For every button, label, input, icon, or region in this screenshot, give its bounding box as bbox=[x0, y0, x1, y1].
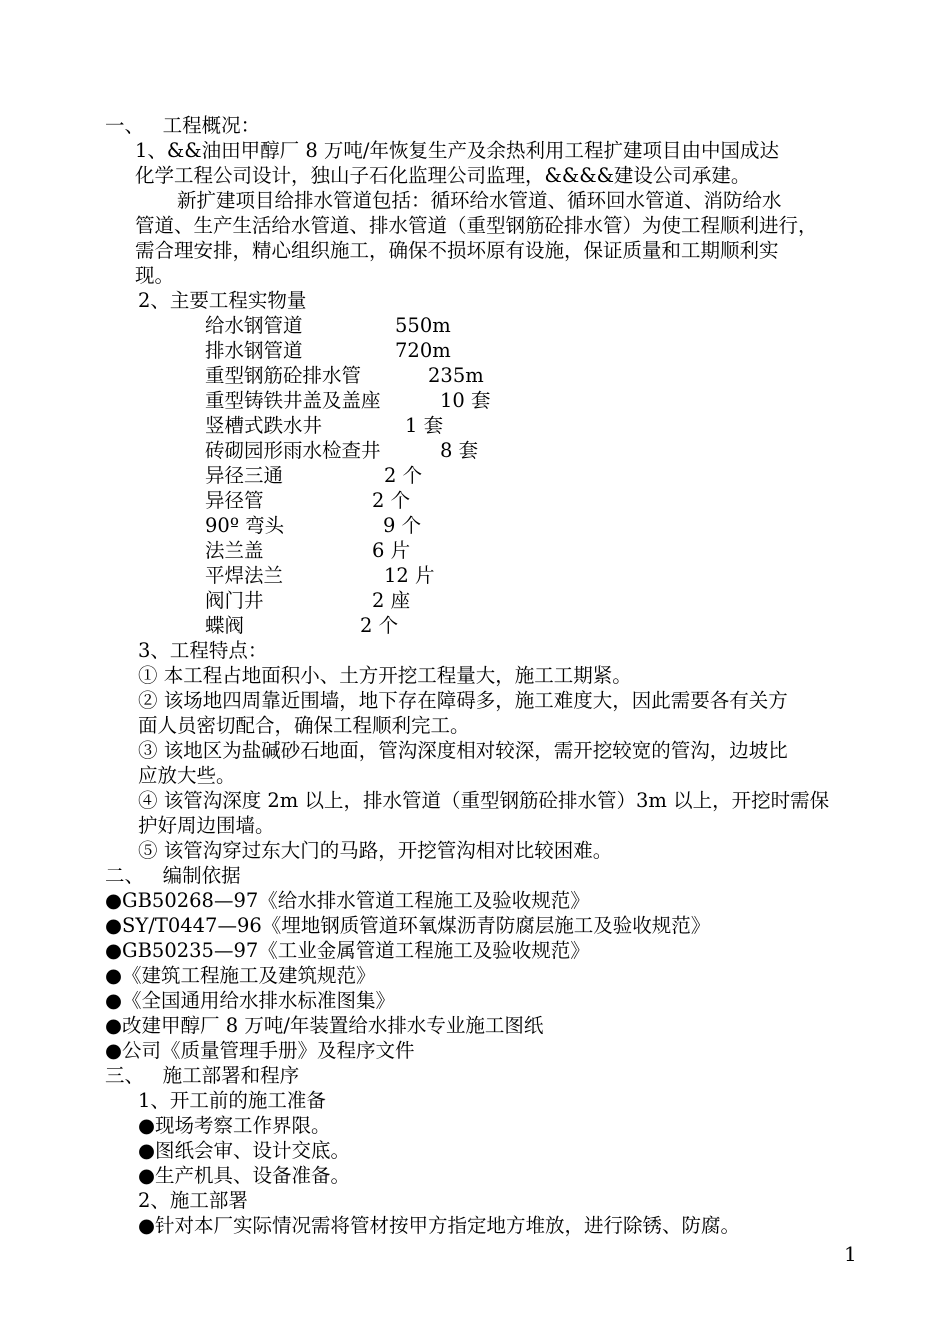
paragraph-line: 需合理安排，精心组织施工，确保不损坏原有设施，保证质量和工期顺利实 bbox=[135, 239, 779, 262]
quantities-title: 2、主要工程实物量 bbox=[138, 289, 307, 312]
quantity-item-value: 2 个 bbox=[372, 489, 411, 512]
quantity-item-name: 90º 弯头 bbox=[205, 514, 285, 537]
paragraph-line: 化学工程公司设计，独山子石化监理公司监理，&&&&建设公司承建。 bbox=[135, 164, 751, 187]
deployment-item: ●针对本厂实际情况需将管材按甲方指定地方堆放，进行除锈、防腐。 bbox=[138, 1214, 741, 1237]
paragraph-line: 1、&&油田甲醇厂 8 万吨/年恢复生产及余热利用工程扩建项目由中国成达 bbox=[135, 139, 779, 162]
basis-item: ●改建甲醇厂 8 万吨/年装置给水排水专业施工图纸 bbox=[105, 1014, 544, 1037]
quantity-item-name: 排水钢管道 bbox=[205, 339, 303, 362]
section-heading-overview: 一、 工程概况： bbox=[105, 114, 261, 137]
quantity-item-name: 蝶阀 bbox=[205, 614, 245, 637]
quantity-item-name: 异径管 bbox=[205, 489, 264, 512]
basis-item: ●《全国通用给水排水标准图集》 bbox=[105, 989, 396, 1012]
quantity-item-value: 2 座 bbox=[372, 589, 411, 612]
quantity-item-name: 竖槽式跌水井 bbox=[205, 414, 323, 437]
feature-line: 护好周边围墙。 bbox=[138, 814, 275, 837]
section-heading-deployment: 三、 施工部署和程序 bbox=[105, 1064, 300, 1087]
subsection-title: 1、开工前的施工准备 bbox=[138, 1089, 326, 1112]
quantity-item-value: 12 片 bbox=[384, 564, 435, 587]
basis-item: ●公司《质量管理手册》及程序文件 bbox=[105, 1039, 415, 1062]
section-heading-basis: 二、 编制依据 bbox=[105, 864, 241, 887]
quantity-item-value: 2 个 bbox=[384, 464, 423, 487]
quantity-item-value: 10 套 bbox=[440, 389, 491, 412]
paragraph-line: 管道、生产生活给水管道、排水管道（重型钢筋砼排水管）为使工程顺利进行， bbox=[135, 214, 818, 237]
basis-item: ●GB50268—97《给水排水管道工程施工及验收规范》 bbox=[105, 889, 590, 912]
quantity-item-name: 重型钢筋砼排水管 bbox=[205, 364, 362, 387]
basis-item: ●《建筑工程施工及建筑规范》 bbox=[105, 964, 376, 987]
prep-item: ●生产机具、设备准备。 bbox=[138, 1164, 351, 1187]
basis-item: ●SY/T0447—96《埋地钢质管道环氧煤沥青防腐层施工及验收规范》 bbox=[105, 914, 711, 937]
feature-line: ⑤ 该管沟穿过东大门的马路，开挖管沟相对比较困难。 bbox=[138, 839, 613, 862]
quantity-item-name: 给水钢管道 bbox=[205, 314, 303, 337]
quantity-item-value: 1 套 bbox=[405, 414, 444, 437]
prep-item: ●现场考察工作界限。 bbox=[138, 1114, 331, 1137]
quantity-item-value: 2 个 bbox=[360, 614, 399, 637]
quantity-item-value: 6 片 bbox=[372, 539, 411, 562]
quantity-item-name: 法兰盖 bbox=[205, 539, 264, 562]
features-title: 3、工程特点： bbox=[138, 639, 268, 662]
quantity-item-name: 异径三通 bbox=[205, 464, 284, 487]
quantity-item-value: 8 套 bbox=[440, 439, 479, 462]
feature-line: 面人员密切配合，确保工程顺利完工。 bbox=[138, 714, 470, 737]
quantity-item-value: 550m bbox=[395, 314, 451, 337]
quantity-item-name: 平焊法兰 bbox=[205, 564, 284, 587]
feature-line: ① 本工程占地面积小、土方开挖工程量大，施工工期紧。 bbox=[138, 664, 632, 687]
quantity-item-name: 阀门井 bbox=[205, 589, 264, 612]
basis-item: ●GB50235—97《工业金属管道工程施工及验收规范》 bbox=[105, 939, 590, 962]
quantity-item-name: 砖砌园形雨水检查井 bbox=[205, 439, 381, 462]
paragraph-line: 新扩建项目给排水管道包括：循环给水管道、循环回水管道、消防给水 bbox=[177, 189, 782, 212]
quantity-item-value: 720m bbox=[395, 339, 451, 362]
subsection-title: 2、施工部署 bbox=[138, 1189, 248, 1212]
paragraph-line: 现。 bbox=[135, 264, 175, 287]
quantity-item-value: 9 个 bbox=[383, 514, 422, 537]
feature-line: ② 该场地四周靠近围墙，地下存在障碍多，施工难度大，因此需要各有关方 bbox=[138, 689, 788, 712]
page-number: 1 bbox=[844, 1242, 857, 1266]
prep-item: ●图纸会审、设计交底。 bbox=[138, 1139, 351, 1162]
quantity-item-name: 重型铸铁井盖及盖座 bbox=[205, 389, 381, 412]
feature-line: ③ 该地区为盐碱砂石地面，管沟深度相对较深，需开挖较宽的管沟，边坡比 bbox=[138, 739, 788, 762]
quantity-item-value: 235m bbox=[428, 364, 484, 387]
feature-line: 应放大些。 bbox=[138, 764, 236, 787]
feature-line: ④ 该管沟深度 2m 以上，排水管道（重型钢筋砼排水管）3m 以上，开挖时需保 bbox=[138, 789, 830, 812]
